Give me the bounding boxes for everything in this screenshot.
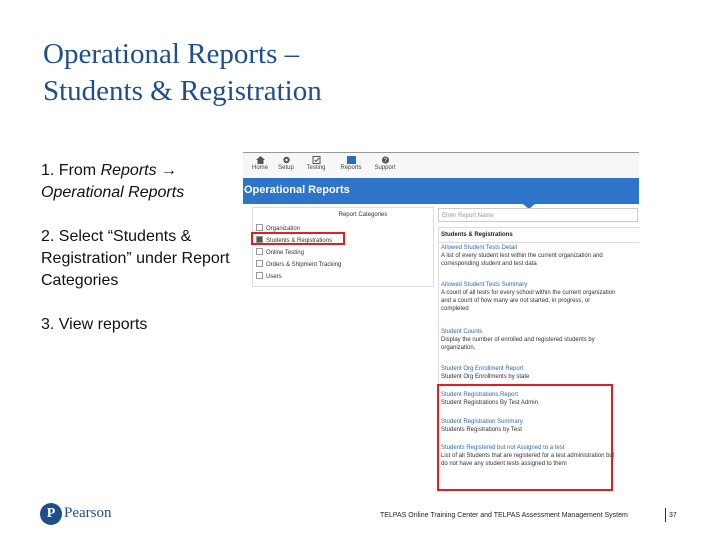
report-desc: Student Org Enrollments by state <box>441 374 530 380</box>
footer-divider <box>665 508 666 522</box>
category-online-testing-label: Online Testing <box>266 250 304 256</box>
nav-reports-label: Reports <box>340 165 362 171</box>
footer-text: TELPAS Online Training Center and TELPAS Assessment Management System <box>380 512 628 519</box>
category-organization-label: Organization <box>266 226 301 232</box>
report-desc: Display the number of enrolled and registered students by organization. <box>441 337 595 351</box>
step-3: 3. View reports <box>41 316 148 333</box>
nav-setup[interactable] <box>269 156 303 171</box>
report-desc: List of all Students that are registered for a test administration but do not have any student tests assigned to them <box>441 453 615 467</box>
report-item[interactable] <box>441 328 617 352</box>
report-list-header: Students & Registrations <box>439 228 639 243</box>
report-item[interactable] <box>441 365 617 381</box>
page-banner <box>243 178 639 204</box>
home-icon <box>256 156 265 164</box>
nav-support-label: Support <box>374 165 396 171</box>
report-title[interactable]: Allowed Student Tests Detail <box>441 245 517 251</box>
step-1-prefix: 1. From <box>41 162 101 179</box>
checkbox-users[interactable] <box>256 272 263 279</box>
highlight-student-reports <box>437 384 613 491</box>
report-categories-header: Report Categories <box>338 212 388 218</box>
gear-icon <box>282 156 291 164</box>
svg-text:?: ? <box>383 158 387 164</box>
step-1-path: Reports → Operational Reports <box>41 162 185 201</box>
report-categories-panel <box>252 207 434 287</box>
category-organization[interactable] <box>256 224 300 232</box>
checkbox-online-testing[interactable] <box>256 248 263 255</box>
nav-setup-label: Setup <box>278 165 294 171</box>
category-orders-shipment[interactable] <box>256 260 341 268</box>
slide-title <box>43 36 643 110</box>
report-title[interactable]: Student Registration Summary <box>441 419 523 425</box>
report-desc: A list of every student test within the current organization and corresponding student and test data <box>441 253 603 267</box>
page-number: 37 <box>669 512 677 519</box>
report-title[interactable]: Allowed Student Tests Summary <box>441 282 528 288</box>
report-title[interactable]: Students Registered but not Assigned to a test <box>441 445 565 451</box>
nav-reports[interactable] <box>334 156 368 171</box>
report-desc: Student Registrations By Test Admin <box>441 400 538 406</box>
category-users[interactable] <box>256 272 282 280</box>
report-title[interactable]: Student Counts <box>441 329 483 335</box>
category-online-testing[interactable] <box>256 248 304 256</box>
category-users-label: Users <box>266 274 282 280</box>
report-title[interactable]: Student Org Enrollment Report <box>441 366 524 372</box>
pearson-logo <box>40 503 120 527</box>
pearson-logo-text: Pearson <box>64 505 112 521</box>
report-desc: A count of all tests for every school within the current organization and a count of how many are not started, in progress, or completed <box>441 290 616 312</box>
nav-support[interactable] <box>368 156 402 171</box>
instruction-steps <box>41 160 231 358</box>
testing-icon <box>312 156 321 164</box>
nav-testing[interactable] <box>299 156 333 171</box>
highlight-students-registrations <box>251 232 345 245</box>
nav-home-label: Home <box>251 165 268 171</box>
slide-title-line2: Students & Registration <box>43 75 322 107</box>
category-orders-shipment-label: Orders & Shipment Tracking <box>266 262 342 268</box>
slide-title-line1: Operational Reports – <box>43 38 300 70</box>
report-search-input[interactable]: Enter Report Name <box>438 208 638 222</box>
reports-icon <box>347 156 356 164</box>
report-item[interactable] <box>441 244 617 268</box>
banner-title: Operational Reports <box>244 184 350 196</box>
report-item[interactable] <box>441 281 617 313</box>
checkbox-orders-shipment[interactable] <box>256 260 263 267</box>
nav-testing-label: Testing <box>306 165 326 171</box>
pearson-logo-icon: P <box>40 503 62 525</box>
help-icon <box>381 156 390 164</box>
report-title[interactable]: Student Registrations Report <box>441 392 519 398</box>
app-screenshot <box>243 152 639 492</box>
top-nav <box>243 152 639 179</box>
step-1 <box>41 160 231 204</box>
report-desc: Students Registrations by Test <box>441 427 522 433</box>
step-2: 2. Select “Students & Registration” under Report Categories <box>41 228 230 289</box>
category-students-registrations-label: Students & Registrations <box>266 238 333 244</box>
checkbox-organization[interactable] <box>256 224 263 231</box>
